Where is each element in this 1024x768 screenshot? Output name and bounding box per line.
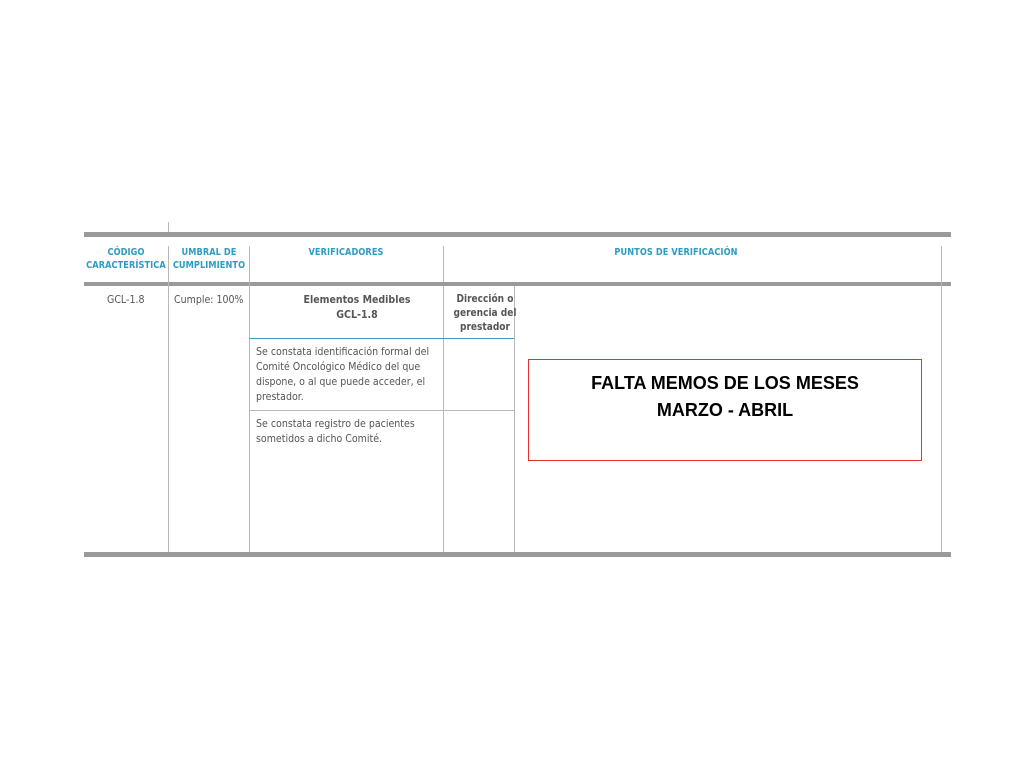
column-divider bbox=[443, 246, 444, 282]
column-divider bbox=[249, 246, 250, 552]
cell-verificador-item: Se constata identificación formal del Comité Oncológico Médico del que dispone, o al que puede acceder, el prestador. bbox=[256, 345, 430, 403]
header-verificadores: VERIFICADORES bbox=[308, 247, 384, 258]
column-divider bbox=[941, 246, 942, 552]
cell-verificador-item: Se constata registro de pacientes sometidos a dicho Comité. bbox=[256, 417, 415, 445]
cell-umbral: Cumple: 100% bbox=[174, 293, 244, 306]
cell-code: GCL-1.8 bbox=[107, 293, 145, 306]
header-codigo: CÓDIGO CARACTERÍSTICA bbox=[86, 247, 166, 271]
cell-elementos-medibles: Elementos Medibles GCL-1.8 bbox=[303, 293, 411, 321]
table-top-rule bbox=[84, 232, 951, 237]
column-divider bbox=[443, 286, 444, 552]
header-puntos-verificacion: PUNTOS DE VERIFICACIÓN bbox=[614, 247, 738, 258]
table-header-rule bbox=[84, 282, 951, 286]
row-divider bbox=[249, 410, 514, 411]
header-umbral: UMBRAL DE CUMPLIMIENTO bbox=[172, 247, 246, 271]
table-bottom-rule bbox=[84, 552, 951, 557]
column-divider bbox=[168, 246, 169, 552]
note-text: FALTA MEMOS DE LOS MESES MARZO - ABRIL bbox=[591, 373, 859, 420]
cell-direccion: Dirección o gerencia del prestador bbox=[453, 293, 517, 333]
elements-header-underline bbox=[249, 338, 514, 339]
